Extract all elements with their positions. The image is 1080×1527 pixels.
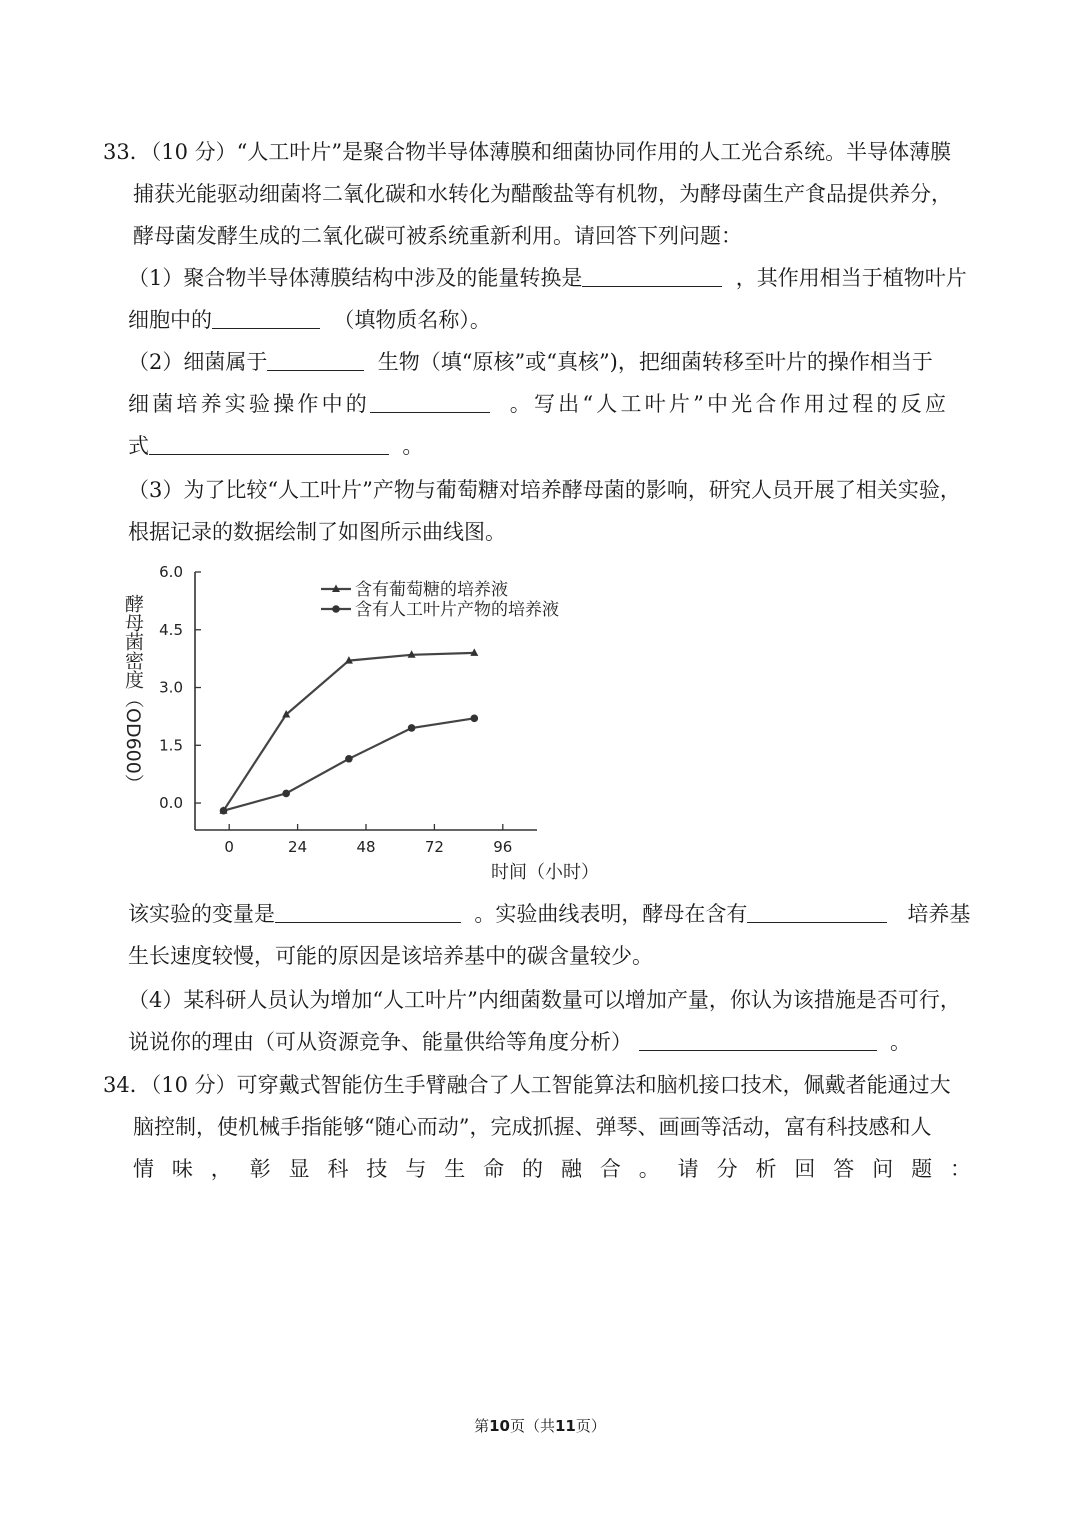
y-tick-label: 1.5 <box>159 736 183 755</box>
q33-part3-line-2: 根据记录的数据绘制了如图所示曲线图。 <box>128 520 506 544</box>
q33-line-1: 33．（10 分）“人工叶片”是聚合物半导体薄膜和细菌协同作用的人工光合系统。半导体薄膜 <box>103 140 952 164</box>
text: 说说你的理由（可从资源竞争、能量供给等角度分析） <box>128 1030 632 1054</box>
text: ，其作用相当于植物叶片 <box>735 266 967 290</box>
text: 。写出“人工叶片”中光合作用过程的反应 <box>509 392 950 416</box>
q33-part4-line-1: （4）某科研人员认为增加“人工叶片”内细菌数量可以增加产量，你认为该措施是否可行， <box>128 988 961 1012</box>
text: 。 <box>890 1030 912 1054</box>
page-number: 10 <box>489 1417 510 1435</box>
q34-line-3: 情味，彰显科技与生命的融合。请分析回答问题： <box>133 1157 971 1181</box>
text: 细胞中的 <box>128 308 212 332</box>
x-axis-label: 时间（小时） <box>491 862 599 883</box>
q34-line-1: 34．（10 分）可穿戴式智能仿生手臂融合了人工智能算法和脑机接口技术，佩戴者能通过大 <box>103 1073 951 1097</box>
q33-part3-line-4: 生长速度较慢，可能的原因是该培养基中的碳含量较少。 <box>128 944 653 968</box>
q33-line-3: 酵母菌发酵生成的二氧化碳可被系统重新利用。请回答下列问题： <box>133 224 742 248</box>
chart-legend <box>321 580 559 620</box>
q33-line-2: 捕获光能驱动细菌将二氧化碳和水转化为醋酸盐等有机物，为酵母菌生产食品提供养分， <box>133 182 952 206</box>
answer-blank-6[interactable] <box>275 900 461 923</box>
x-tick-label: 48 <box>356 838 376 856</box>
q33-part1-line-2 <box>128 305 491 335</box>
q33-part4-line-2 <box>128 1027 911 1057</box>
legend-label-0: 含有葡萄糖的培养液 <box>355 580 508 600</box>
q33-part3-line-1: （3）为了比较“人工叶片”产物与葡萄糖对培养酵母菌的影响，研究人员开展了相关实验， <box>128 478 961 502</box>
text: （填物质名称）。 <box>333 308 491 332</box>
q33-part2-line-2 <box>128 389 949 419</box>
y-tick-label: 3.0 <box>159 678 183 697</box>
series-line-1 <box>224 718 475 810</box>
page-footer <box>0 1415 1080 1437</box>
text: （2）细菌属于 <box>128 350 268 374</box>
q34-line-2: 脑控制，使机械手指能够“随心而动”，完成抓握、弹琴、画画等活动，富有科技感和人 <box>133 1115 932 1139</box>
q33-part3-line-3 <box>128 899 970 929</box>
text: 细菌培养实验操作中的 <box>128 392 370 416</box>
x-tick-label: 0 <box>224 838 234 856</box>
text: 式 <box>128 434 149 458</box>
text: （1）聚合物半导体薄膜结构中涉及的能量转换是 <box>128 266 583 290</box>
answer-blank-8[interactable] <box>639 1028 877 1051</box>
text: 生物（填“原核”或“真核”)，把细菌转移至叶片的操作相当于 <box>377 350 933 374</box>
data-point-circle <box>282 790 290 798</box>
y-tick-label: 6.0 <box>159 563 183 581</box>
x-tick-label: 24 <box>288 838 308 856</box>
text: 该实验的变量是 <box>128 902 275 926</box>
series-line-0 <box>224 653 475 811</box>
legend-marker-circle <box>332 605 340 613</box>
legend-label-1: 含有人工叶片产物的培养液 <box>355 600 559 620</box>
y-tick-label: 0.0 <box>159 794 183 813</box>
text: 第 <box>474 1417 490 1435</box>
answer-blank-1[interactable] <box>582 264 722 287</box>
y-tick-label: 4.5 <box>159 620 183 639</box>
answer-blank-3[interactable] <box>267 348 364 371</box>
page-total: 11 <box>555 1417 576 1435</box>
text: 。 <box>402 434 424 458</box>
data-point-circle <box>345 755 353 763</box>
text: 。实验曲线表明，酵母在含有 <box>474 902 748 926</box>
data-point-circle <box>408 724 416 732</box>
x-tick-label: 96 <box>493 838 513 856</box>
answer-blank-2[interactable] <box>212 306 320 329</box>
data-point-circle <box>471 715 479 723</box>
x-tick-label: 72 <box>424 838 444 856</box>
data-point-circle <box>220 807 228 815</box>
y-axis-label: 酵母菌密度（OD600） <box>122 594 144 793</box>
q33-part2-line-1 <box>128 347 933 377</box>
text: 页） <box>575 1417 606 1435</box>
q33-part2-line-3 <box>128 431 423 461</box>
text: 页（共 <box>509 1417 555 1435</box>
answer-blank-5[interactable] <box>149 432 389 455</box>
answer-blank-7[interactable] <box>747 900 887 923</box>
answer-blank-4[interactable] <box>370 390 490 413</box>
text: 培养基 <box>907 902 971 926</box>
q33-part1-line-1 <box>128 263 967 293</box>
yeast-density-chart <box>122 560 605 890</box>
chart-series <box>220 648 479 814</box>
